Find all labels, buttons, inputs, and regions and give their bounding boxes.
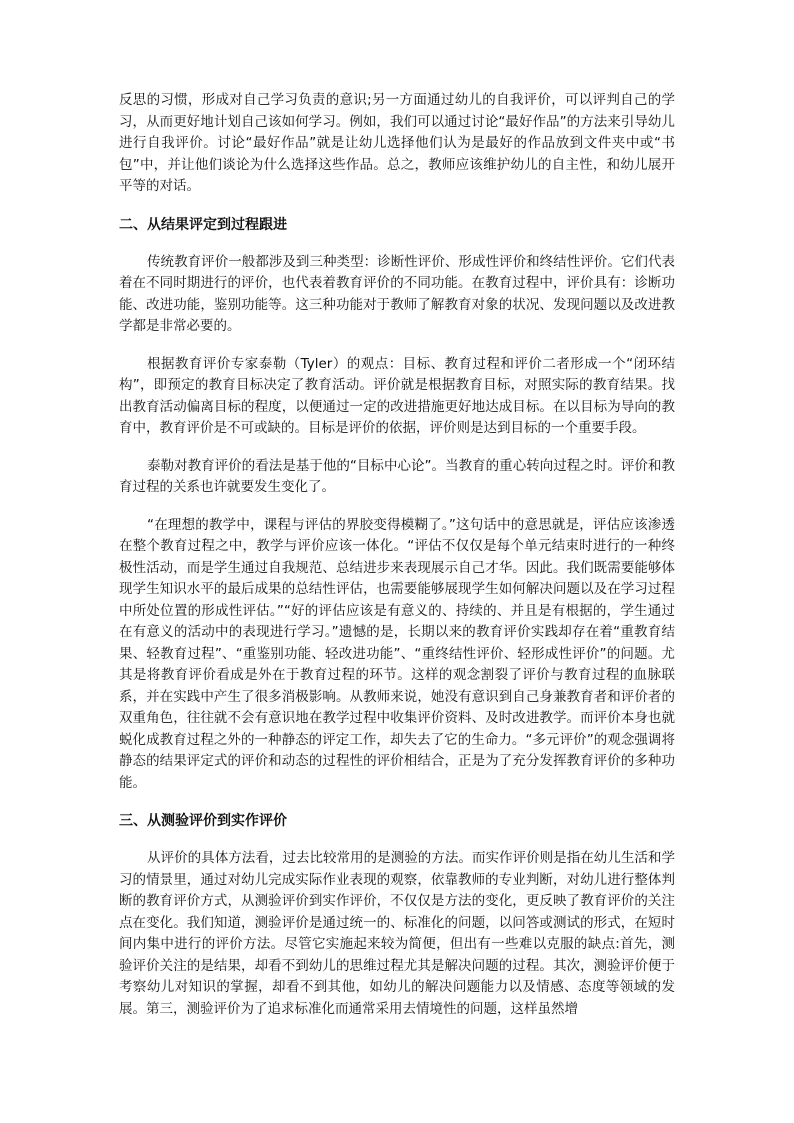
section-3-paragraph-1: 从评价的具体方法看，过去比较常用的是测验的方法。而实作评价则是指在幼儿生活和学习的情景里，通过对幼儿完成实际作业表现的观察，依靠教师的专业判断，对幼儿进行整体判断的教育评价方式，从测验评价到实作评价，不仅仅是方法的变化，更反映了教育评价的关注点在变化。我们知道，测验评价是通过统一的、标准化的问题，以问答或测试的形式，在短时间内集中进行的评价方法。尽管它实施起来较为简便，但出有一些难以克服的缺点:首先，测验评价关注的是结果，却看不到幼儿的思维过程尤其是解决问题的过程。其次，测验评价便于考察幼儿对知识的掌握，却看不到其他，如幼儿的解决问题能力以及情感、态度等领域的发展。第三，测验评价为了追求标准化而通常采用去情境性的问题，这样虽然增 <box>119 850 675 1017</box>
document-page <box>119 90 675 1020</box>
section-3-heading: 三、从测验评价到实作评价 <box>119 813 287 829</box>
section-2-paragraph-3: 泰勒对教育评价的看法是基于他的“目标中心论”。当教育的重心转向过程之时。评价和教育过程的关系也许就要发生变化了。 <box>119 457 675 495</box>
intro-paragraph: 反思的习惯，形成对自己学习负责的意识;另一方面通过幼儿的自我评价，可以评判自己的学习，从而更好地计划自己该如何学习。例如，我们可以通过讨论“最好作品”的方法来引导幼儿进行自我评价。讨论“最好作品”就是让幼儿选择他们认为是最好的作品放到文件夹中或“书包”中，并让他们谈论为什么选择这些作品。总之，教师应该维护幼儿的自主性，和幼儿展开平等的对话。 <box>119 92 675 194</box>
section-2-paragraph-1: 传统教育评价一般都涉及到三种类型：诊断性评价、形成性评价和终结性评价。它们代表着在不同时期进行的评价，也代表着教育评价的不同功能。在教育过程中，评价具有：诊断功能、改进功能，鉴别功能等。这三种功能对于教师了解教育对象的状况、发现问题以及改进教学都是非常必要的。 <box>119 253 675 334</box>
section-2-heading: 二、从结果评定到过程跟进 <box>119 216 287 233</box>
section-2-paragraph-4: “在理想的教学中，课程与评估的界胶变得模糊了。”这句话中的意思就是，评估应该渗透在整个教育过程之中，教学与评价应该一体化。“评估不仅仅是每个单元结束时进行的一种终极性活动，而是学生通过自我规范、总结进步来表现展示自己才华。因此。我们既需要能够体现学生知识水平的最后成果的总结性评估，也需要能够展现学生如何解决问题以及在学习过程中所处位置的形成性评估。”“好的评估应该是有意义的、持续的、并且是有根据的，学生通过在有意义的活动中的表现进行学习。”遗憾的是，长期以来的教育评价实践却存在着“重教育结果、轻教育过程”、“重鉴别功能、轻改进功能”、“重终结性评价、轻形成性评价”的问题。尤其是将教育评价看成是外在于教育过程的环节。这样的观念割裂了评价与教育过程的血脉联系，并在实践中产生了很多消极影响。从教师来说，她没有意识到自己身兼教育者和评价者的双重角色，往往就不会有意识地在教学过程中收集评价资料、及时改进教学。而评价本身也就蜕化成教育过程之外的一种静态的评定工作，却失去了它的生命力。“多元评价”的观念强调将静态的结果评定式的评价和动态的过程性的评价相结合，正是为了充分发挥教育评价的多种功能。 <box>119 516 675 791</box>
section-2-paragraph-2: 根据教育评价专家泰勒（Tyler）的观点：目标、教育过程和评价二者形成一个“闭环结构”，即预定的教育目标决定了教育活动。评价就是根据教育目标，对照实际的教育结果。找出教育活动偏离目标的程度，以便通过一定的改进措施更好地达成目标。在以目标为导向的教育中，教育评价是不可或缺的。目标是评价的依据，评价则是达到目标的一个重要手段。 <box>119 355 675 436</box>
